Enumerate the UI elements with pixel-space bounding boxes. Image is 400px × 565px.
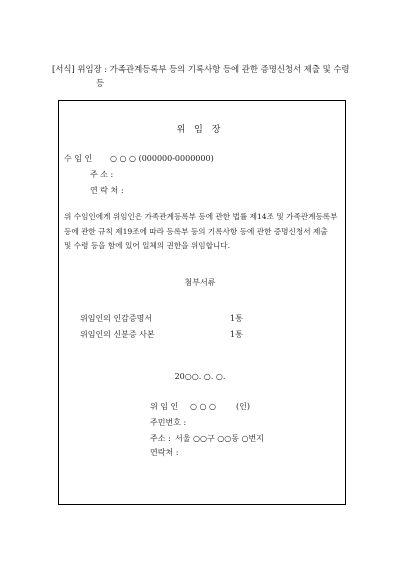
paragraph-line: 등에 관한 규칙 제19조에 따라 등록부 등의 기록사항 등에 관한 증명신청서 제출 xyxy=(64,226,328,236)
form-date: 20○○. ○. ○. xyxy=(174,372,226,381)
paragraph-line: 및 수령 등을 함에 있어 일체의 권한을 위임합니다. xyxy=(64,241,231,250)
grantee-contact-label: 연 락 처 : xyxy=(90,186,124,195)
grantor-id-label: 주민번호 : xyxy=(150,418,187,427)
attachment-name: 위임인의 인감증명서 xyxy=(80,314,153,323)
form-title: 위 임 장 xyxy=(176,125,224,135)
header-line-2: 등 xyxy=(96,78,105,88)
attachments-title: 첨부서류 xyxy=(184,278,216,287)
grantor-contact-label: 연락처 : xyxy=(150,448,179,457)
grantor-name: ○ ○ ○ xyxy=(190,402,217,411)
grantor-label: 위 임 인 xyxy=(150,402,179,411)
grantor-address-label: 주소 : xyxy=(150,434,171,443)
form-header xyxy=(52,62,362,90)
delegation-paragraph xyxy=(64,210,340,254)
grantee-value: ○ ○ ○ (000000-0000000) xyxy=(110,154,214,163)
grantor-seal: (인) xyxy=(236,402,250,411)
grantee-address-label: 주 소 : xyxy=(90,170,114,179)
paragraph-line: 위 수임인에게 위임인은 가족관계등록부 등에 관한 법률 제14조 및 가족관계등록부 xyxy=(64,212,338,221)
header-line-1: [서식] 위임장 : 가족관계등록부 등의 기록사항 등에 관한 증명신청서 제출 및 수령 xyxy=(52,64,350,74)
grantor-address-value: 서울 ○○구 ○○동 ○번지 xyxy=(175,434,264,443)
grantee-label: 수 임 인 xyxy=(64,154,93,163)
attachment-name: 위임인의 신분증 사본 xyxy=(80,330,155,339)
attachment-qty: 1통 xyxy=(230,330,243,339)
attachment-qty: 1통 xyxy=(230,314,243,323)
